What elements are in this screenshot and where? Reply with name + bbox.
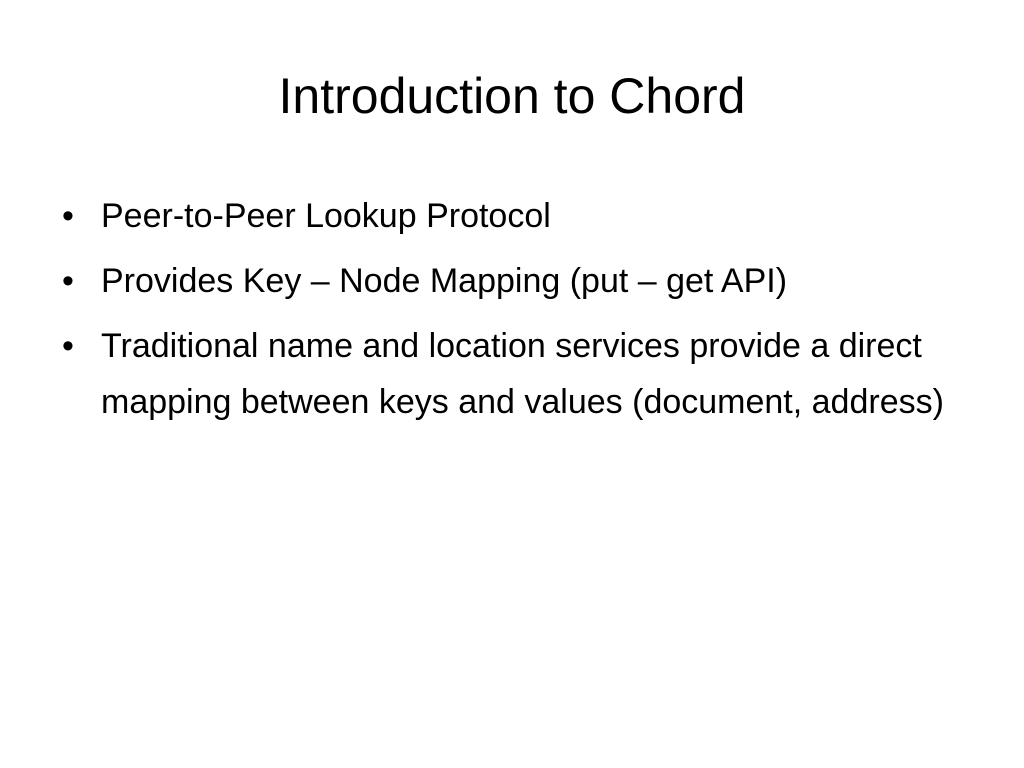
bullet-text: Traditional name and location services provide a direct mapping between keys and values (document, address)	[101, 327, 944, 421]
bullet-marker: •	[62, 262, 74, 300]
bullet-list	[62, 188, 972, 439]
bullet-item	[62, 318, 972, 430]
bullet-text: Provides Key – Node Mapping (put – get API)	[101, 262, 788, 300]
bullet-marker: •	[62, 327, 74, 365]
bullet-item	[62, 188, 972, 244]
bullet-text: Peer-to-Peer Lookup Protocol	[101, 197, 551, 235]
bullet-marker: •	[62, 197, 74, 235]
bullet-item	[62, 253, 972, 309]
slide-title: Introduction to Chord	[278, 68, 746, 124]
